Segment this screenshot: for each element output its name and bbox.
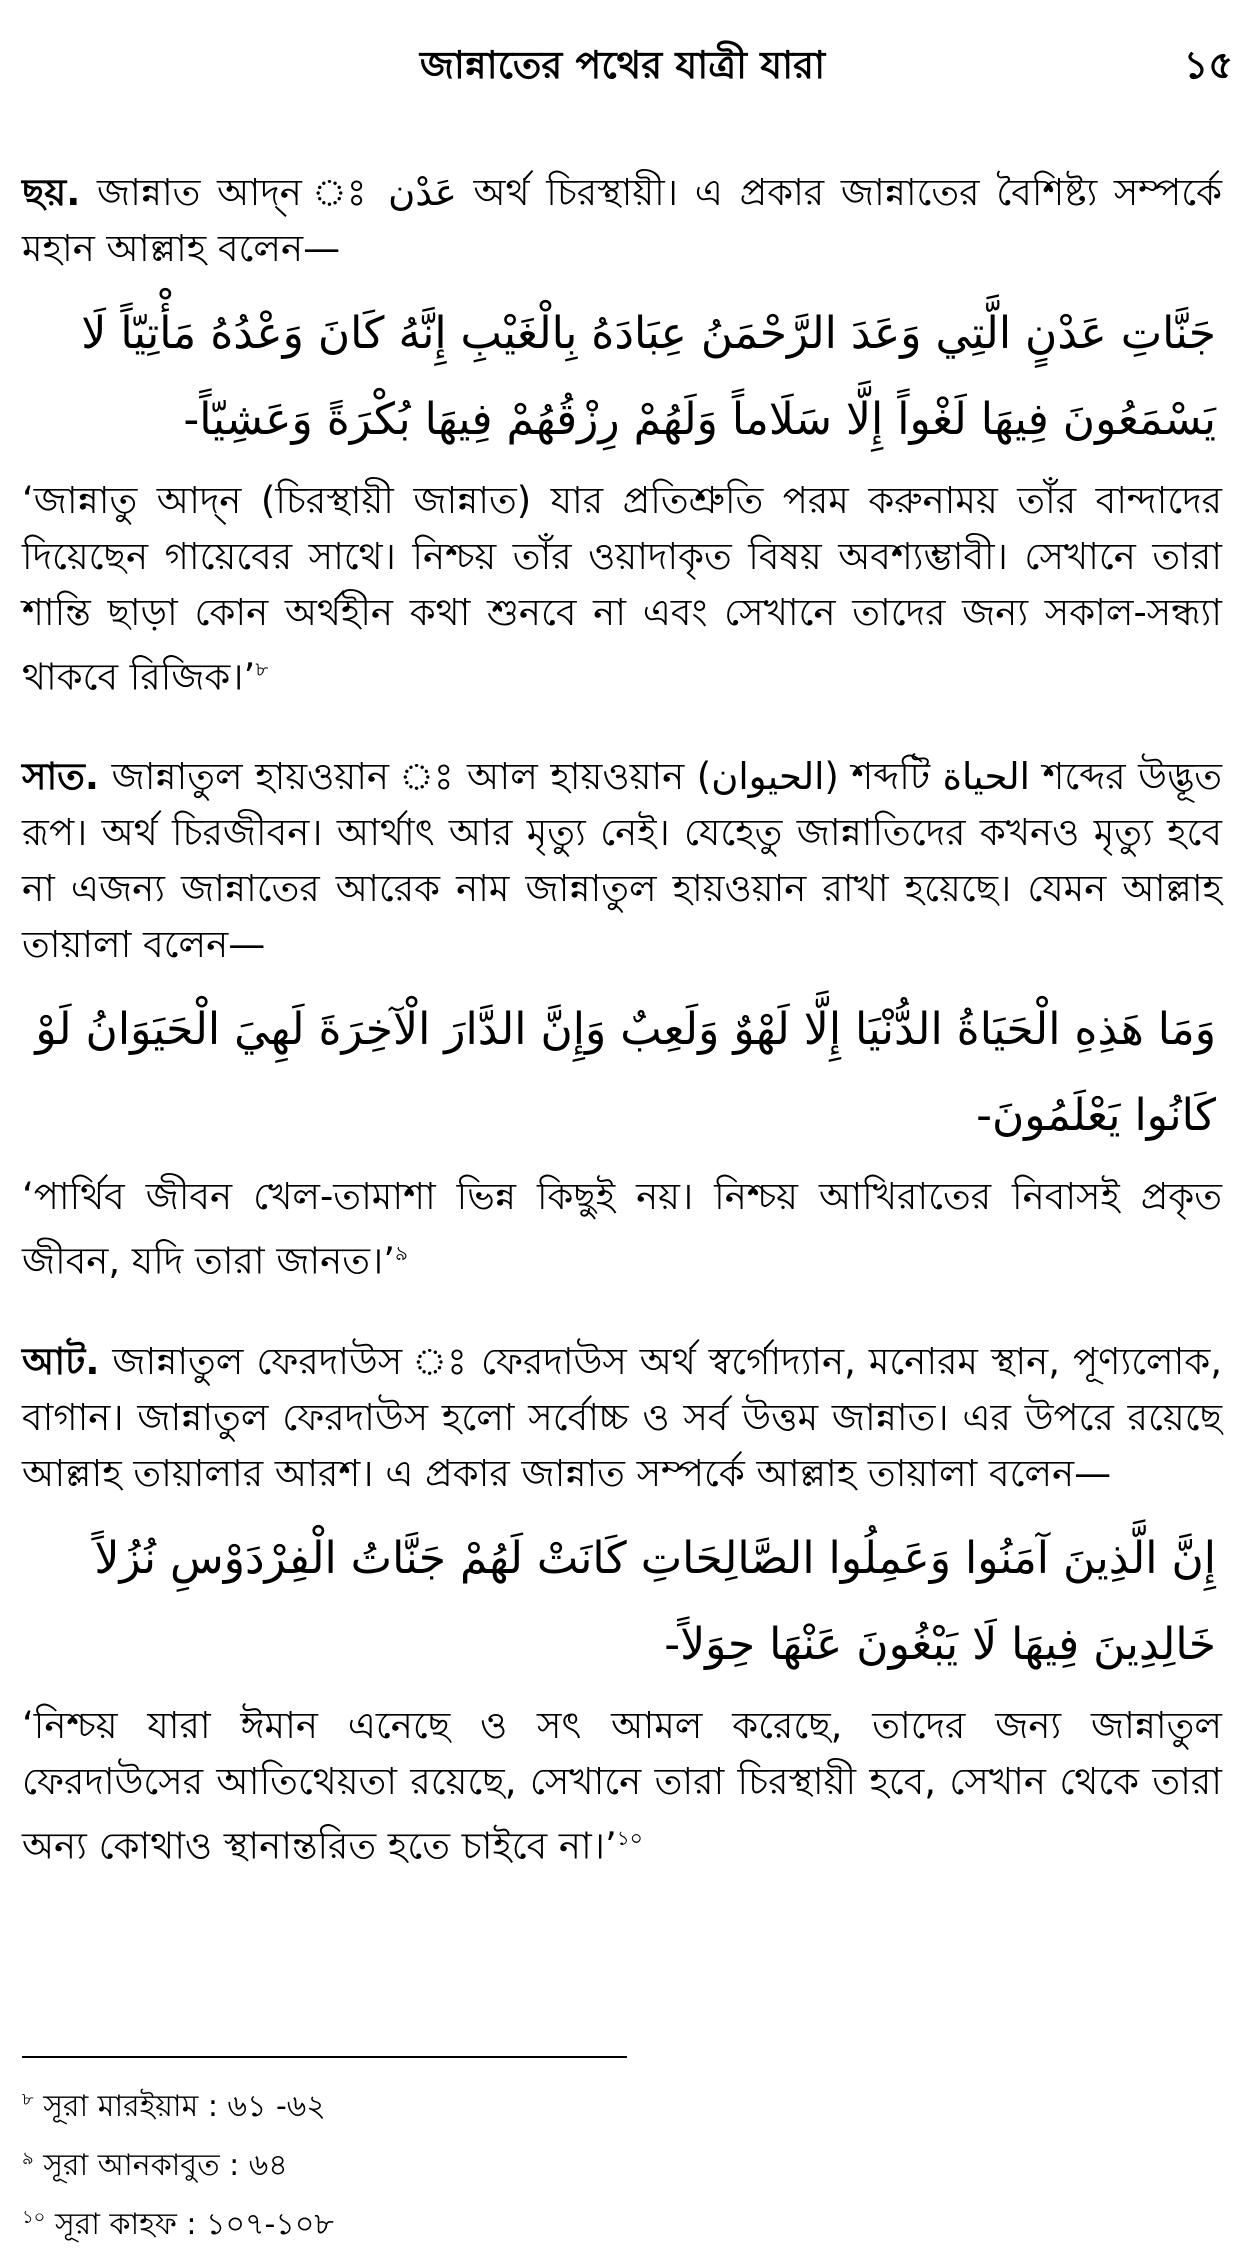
footnote-ref: ৮: [255, 657, 269, 681]
section-eight-label: আট.: [22, 1339, 100, 1383]
section-eight-intro: [22, 1334, 1222, 1502]
arabic-verse-line: جَنَّاتِ عَدْنٍ الَّتِي وَعَدَ الرَّحْمَنُ عِبَادَهُ بِالْغَيْبِ إِنَّهُ كَانَ وَعْدُهُ مَأْتِيّاً لَا: [81, 308, 1216, 359]
arabic-verse-line: يَسْمَعُونَ فِيهَا لَغْواً إِلَّا سَلَاماً وَلَهُمْ رِزْقُهُمْ فِيهَا بُكْرَةً وَعَشِيّاً-: [183, 394, 1216, 445]
footnote-divider: [22, 2056, 627, 2058]
footnote-ref: ১০: [616, 1825, 643, 1850]
section-seven-arabic-verse: [22, 987, 1222, 1159]
page-body: [22, 165, 1222, 1874]
page-number: ১৫: [1183, 43, 1233, 87]
section-eight-translation: ‘নিশ্চয় যারা ঈমান এনেছে ও সৎ আমল করেছে, তাদের জন্য জান্নাতুল ফেরদাউসের আতিথেয়তা রয়েছে, সেখানে তারা চিরস্থায়ী হবে, সেখান থেকে তারা অন্য কোথাও স্থানান্তরিত হতে চাইবে না।’$^{১০}$: [22, 1703, 1222, 1867]
arabic-verse-line: كَانُوا يَعْلَمُونَ-: [976, 1090, 1216, 1142]
section-seven-label: সাত.: [22, 755, 99, 799]
page-header: [0, 30, 1245, 100]
arabic-verse-line: خَالِدِينَ فِيهَا لَا يَبْغُونَ عَنْهَا حِوَلاً-: [664, 1618, 1216, 1670]
section-seven-intro: [22, 749, 1222, 973]
section-six-intro: [22, 165, 1222, 277]
section-six-text: জান্নাত আদ্‌ন ঃ عَدْن অর্থ চিরস্থায়ী। এ প্রকার জান্নাতের বৈশিষ্ট্য সম্পর্কে মহান আল্লাহ বলেন—: [22, 171, 1222, 270]
footnote: $^৯$ সূরা আনকাবুত : ৬৪: [22, 2148, 288, 2183]
section-six-translation: ‘জান্নাতু আদ্‌ন (চিরস্থায়ী জান্নাত) যার প্রতিশ্রুতি পরম করুনাময় তাঁর বান্দাদের দিয়েছেন গায়েবের সাথে। নিশ্চয় তাঁর ওয়াদাকৃত বিষয় অবশ্যম্ভাবী। সেখানে তারা শান্তি ছাড়া কোন অর্থহীন কথা শুনবে না এবং সেখানে তাদের জন্য সকাল-সন্ধ্যা থাকবে রিজিক।’$^৮$: [22, 479, 1222, 699]
section-eight-arabic-verse: [22, 1516, 1222, 1688]
section-six-label: ছয়.: [22, 171, 81, 214]
footnote: $^৮$ সূরা মারইয়াম : ৬১ -৬২: [22, 2089, 326, 2124]
arabic-verse-line: إِنَّ الَّذِينَ آمَنُوا وَعَمِلُوا الصَّالِحَاتِ كَانَتْ لَهُمْ جَنَّاتُ الْفِرْدَوْسِ نُزُلاً: [94, 1532, 1216, 1584]
section-six-arabic-verse: [22, 291, 1222, 463]
section-seven-translation: ‘পার্থিব জীবন খেল-তামাশা ভিন্ন কিছুই নয়। নিশ্চয় আখিরাতের নিবাসই প্রকৃত জীবন, যদি তারা জানত।’$^৯$: [22, 1175, 1222, 1283]
section-seven-text: জান্নাতুল হায়ওয়ান ঃ আল হায়ওয়ান (الحيوان) শব্দটি الحياة শব্দের উদ্ভূত রূপ। অর্থ চিরজীবন। আর্থাৎ আর মৃত্যু নেই। যেহেতু জান্নাতিদের কখনও মৃত্যু হবে না এজন্য জান্নাতের আরেক নাম জান্নাতুল হায়ওয়ান রাখা হয়েছে। যেমন আল্লাহ তায়ালা বলেন—: [22, 755, 1223, 967]
footnote: $^{১০}$ সূরা কাহফ : ১০৭-১০৮: [22, 2207, 334, 2242]
section-eight-text: জান্নাতুল ফেরদাউস ঃ ফেরদাউস অর্থ স্বর্গোদ্যান, মনোরম স্থান, পূণ্যলোক, বাগান। জান্নাতুল ফেরদাউস হলো সর্বোচ্চ ও সর্ব উত্তম জান্নাত। এর উপরে রয়েছে আল্লাহ তায়ালার আরশ। এ প্রকার জান্নাত সম্পর্কে আল্লাহ তায়ালা বলেন—: [22, 1339, 1223, 1495]
arabic-verse-line: وَمَا هَذِهِ الْحَيَاةُ الدُّنْيَا إِلَّا لَهْوٌ وَلَعِبٌ وَإِنَّ الدَّارَ الْآخِرَةَ لَهِيَ الْحَيَوَانُ لَوْ: [35, 1004, 1216, 1056]
running-title: জান্নাতের পথের যাত্রী যারা: [419, 43, 826, 87]
footnote-ref: ৯: [395, 1241, 408, 1266]
footnotes: [22, 2074, 922, 2251]
